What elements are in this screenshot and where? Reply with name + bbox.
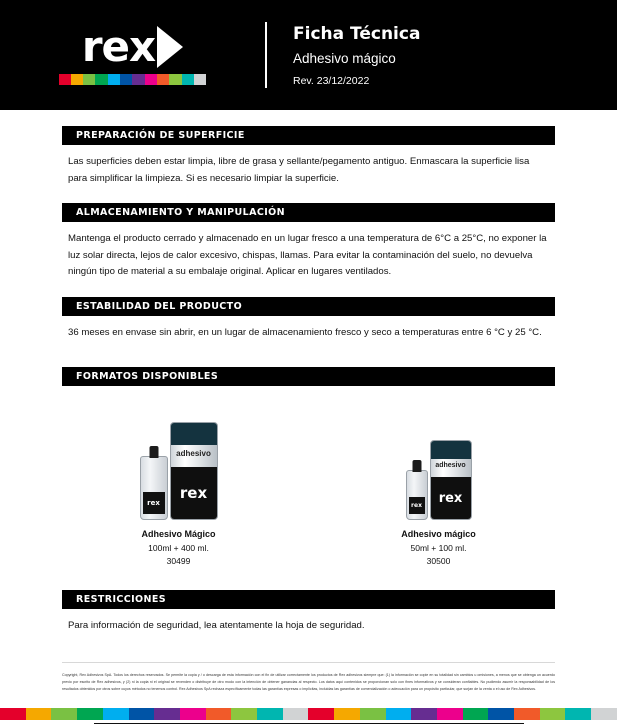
color-swatch xyxy=(591,708,617,720)
glue-bottle-icon xyxy=(140,456,168,520)
color-swatch xyxy=(463,708,489,720)
brand-logo xyxy=(0,21,265,85)
color-swatch xyxy=(308,708,334,720)
section-body-surface-prep: Las superficies deben estar limpia, libre de grasa y sellante/pegamento antiguo. Enmascara la superficie lisa para simplificar la limpieza. Si es necesario limpiar la superficie. xyxy=(68,156,530,184)
color-swatch xyxy=(437,708,463,720)
color-swatch xyxy=(540,708,566,720)
logo-row xyxy=(81,21,183,71)
color-swatch xyxy=(26,708,52,720)
section-body-restrictions: Para información de seguridad, lea atentamente la hoja de seguridad. xyxy=(68,619,365,631)
color-swatch xyxy=(83,74,95,85)
document-header xyxy=(0,0,617,110)
arrow-right-icon xyxy=(157,26,183,68)
color-swatch xyxy=(360,708,386,720)
color-swatch xyxy=(257,708,283,720)
product-code-label: 30500 xyxy=(426,555,451,566)
color-swatch xyxy=(108,74,120,85)
can-sub-label: adhesivo xyxy=(435,462,466,469)
product-size-label: 50ml + 100 ml. xyxy=(410,543,467,553)
color-swatch xyxy=(51,708,77,720)
can-brand-label: rex xyxy=(171,467,217,519)
footer-color-strip xyxy=(0,708,617,720)
can-cap-band xyxy=(431,441,471,459)
can-cap-band xyxy=(171,423,217,445)
section-title-formats: FORMATOS DISPONIBLES xyxy=(62,367,555,386)
color-swatch xyxy=(95,74,107,85)
color-swatch xyxy=(129,708,155,720)
legal-disclaimer: Copyright, Rex Adhesivos SpA. Todos los derechos reservados. Se permite la copia y / o descarga de esta información con el fin de utilizar correctamente los productos de Rex adhesivos siempre que: (1) la información se copie en su totalidad sin cambios u omisiones, a menos que se obtenga un acuerdo previo por escrito de Rex adhesivos, y (2) ni la copia ni el original se revenden o distribuye de otro modo con la intención de obtener ganancias al respecto. Los datos aquí contenidos se proporcionan solo con fines informativos y se consideran confiables. No pudiendo asumir la responsabilidad de los resultados obtenidos por otros sobre cuyos métodos no tenemos control. Rex Adhesivos SpA rechaza específicamente todas las garantías expresas o implícitas, incluidas las garantías de comercialización o adecuación para un propósito particular, que surjan de la venta o el uso de Rex Adhesivos. xyxy=(62,662,555,693)
can-sub-label: adhesivo xyxy=(176,449,211,458)
product-list xyxy=(62,408,555,568)
section-body-stability: 36 meses en envase sin abrir, en un lugar de almacenamiento fresco y seco a temperaturas entre 6 °C y 25 °C. xyxy=(68,326,542,338)
product-size-label: 100ml + 400 ml. xyxy=(148,543,209,553)
color-swatch xyxy=(514,708,540,720)
product-image-30500 xyxy=(364,408,514,520)
color-swatch xyxy=(157,74,169,85)
color-swatch xyxy=(231,708,257,720)
product-name: Adhesivo mágico xyxy=(293,50,396,66)
color-swatch xyxy=(71,74,83,85)
color-swatch xyxy=(132,74,144,85)
color-swatch xyxy=(180,708,206,720)
page-title: Ficha Técnica xyxy=(293,23,421,44)
header-text-block xyxy=(267,24,420,87)
color-swatch xyxy=(334,708,360,720)
product-item xyxy=(104,408,254,568)
product-name-label: Adhesivo mágico xyxy=(401,529,476,539)
glue-bottle-icon xyxy=(406,470,428,520)
color-swatch xyxy=(120,74,132,85)
logo-color-swatches xyxy=(59,74,207,85)
color-swatch xyxy=(77,708,103,720)
color-swatch xyxy=(103,708,129,720)
color-swatch xyxy=(386,708,412,720)
section-title-surface-prep: PREPARACIÓN DE SUPERFICIE xyxy=(62,126,555,145)
product-code-label: 30499 xyxy=(166,555,191,566)
document-content xyxy=(0,126,617,634)
color-swatch xyxy=(206,708,232,720)
color-swatch xyxy=(182,74,194,85)
logo-wordmark: rex xyxy=(81,21,156,71)
section-title-restrictions: RESTRICCIONES xyxy=(62,590,555,609)
section-title-storage: ALMACENAMIENTO Y MANIPULACIÓN xyxy=(62,203,555,222)
color-swatch xyxy=(169,74,181,85)
color-swatch xyxy=(283,708,309,720)
spray-can-icon xyxy=(170,422,218,520)
color-swatch xyxy=(411,708,437,720)
color-swatch xyxy=(194,74,206,85)
product-image-30499 xyxy=(104,408,254,520)
color-swatch xyxy=(488,708,514,720)
spray-can-icon xyxy=(430,440,472,520)
revision-label: Rev. 23/12/2022 xyxy=(293,74,370,87)
product-name-label: Adhesivo Mágico xyxy=(141,529,216,539)
section-title-stability: ESTABILIDAD DEL PRODUCTO xyxy=(62,297,555,316)
bottle-label: rex xyxy=(409,497,425,514)
section-body-storage: Mantenga el producto cerrado y almacenado en un lugar fresco a una temperatura de 6°C a 25°C, no exponer la luz solar directa, lejos de calor excesivo, chispas, llamas. Para evitar la contaminación del suelo, no devuelva ningún tipo de material a su embalaje original. Aplicar en lugares ventilados. xyxy=(68,233,547,277)
color-swatch xyxy=(0,708,26,720)
can-brand-label: rex xyxy=(431,477,471,519)
color-swatch xyxy=(145,74,157,85)
bottle-label: rex xyxy=(143,492,165,514)
product-item xyxy=(364,408,514,568)
color-swatch xyxy=(565,708,591,720)
color-swatch xyxy=(154,708,180,720)
color-swatch xyxy=(59,74,71,85)
